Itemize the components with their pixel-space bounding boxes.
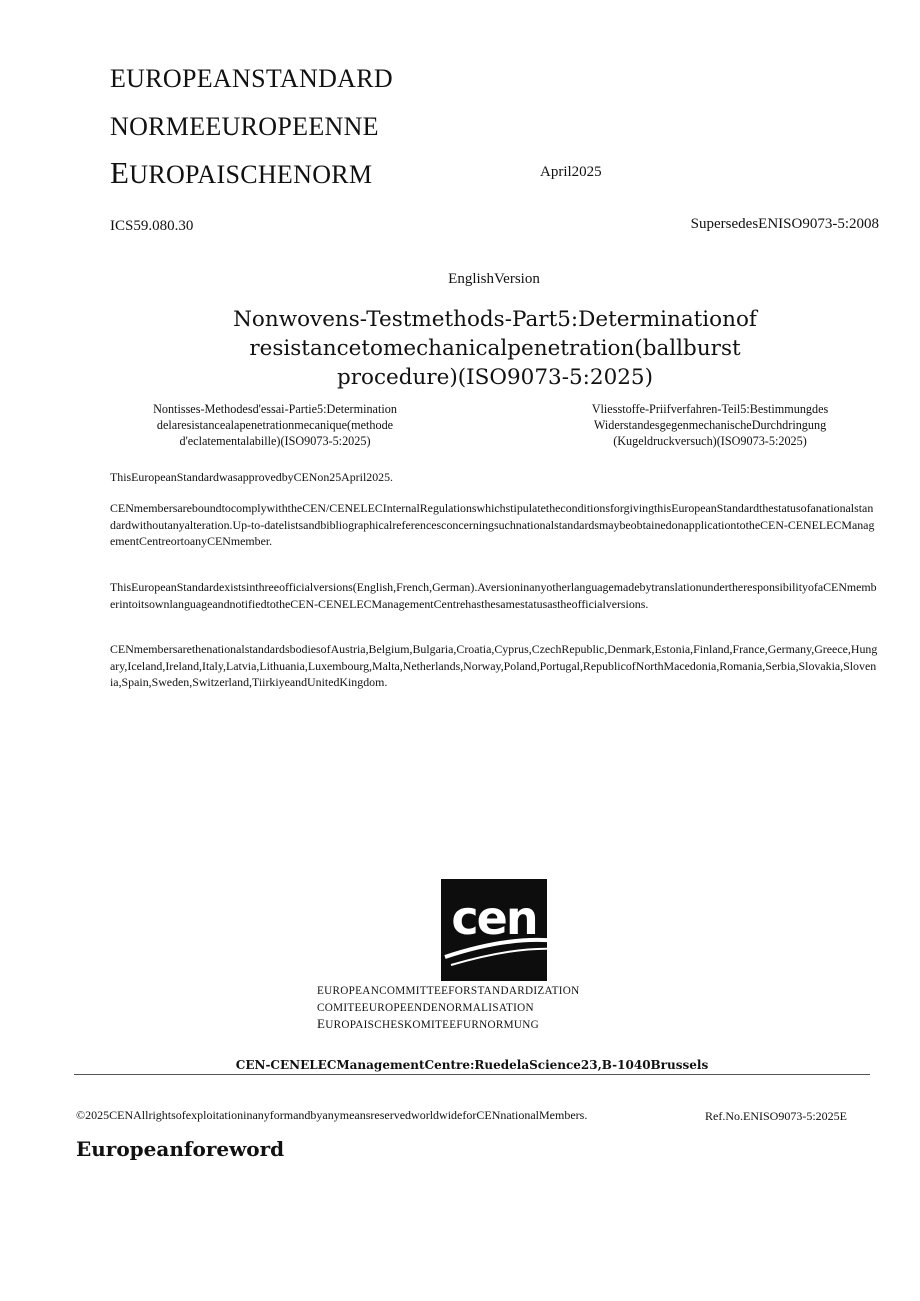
foreword-heading: Europeanforeword	[76, 1137, 285, 1161]
management-centre-address: CEN-CENELECManagementCentre:RuedelaScience23,B-1040Brussels	[235, 1058, 709, 1072]
title-line: Nonwovens-Testmethods-Part5:Determinationof	[233, 307, 757, 332]
title-line: resistancetomechanicalpenetration(ballburst	[249, 336, 741, 361]
cen-logo-graphic	[441, 879, 563, 981]
org-names	[317, 983, 580, 1034]
german-title-line: Vliesstoffe-Priifverfahren-Teil5:Bestimmungdes	[591, 402, 829, 416]
french-title-line: d'eclatementalabille)(ISO9073-5:2025)	[179, 434, 371, 448]
divider	[74, 1074, 870, 1075]
supersedes-note: SupersedesENISO9073-5:2008	[690, 216, 879, 232]
header-norme-europeenne: NORMEEUROPEENNE	[110, 112, 379, 141]
german-title-line: (Kugeldruckversuch)(ISO9073-5:2025)	[613, 434, 807, 448]
header-initial: E	[110, 155, 130, 190]
header-european-standard: EUROPEANSTANDARD	[110, 64, 393, 93]
french-title-line: Nontisses-Methodesd'essai-Partie5:Determination	[153, 402, 397, 416]
ics-code: ICS59.080.30	[110, 218, 194, 234]
version-label: EnglishVersion	[448, 271, 540, 287]
org-german-rest: UROPAISCHESKOMITEEFURNORMUNG	[325, 1019, 539, 1031]
org-french: COMITEEUROPEENDENORMALISATION	[317, 1001, 534, 1014]
approval-paragraph: ThisEuropeanStandardwasapprovedbyCENon25April2025.	[110, 470, 394, 484]
org-german-initial: E	[317, 1016, 326, 1031]
reference-number: Ref.No.ENISO9073-5:2025E	[705, 1109, 847, 1123]
german-title	[530, 401, 890, 449]
french-title	[100, 401, 450, 449]
header-rest: UROPAISCHENORM	[129, 160, 373, 189]
copyright-notice: ©2025CENAllrightsofexploitationinanyformandbyanymeansreservedworldwideforCENnationalMembers.	[76, 1108, 588, 1122]
publication-date: April2025	[540, 164, 602, 180]
org-german	[317, 1016, 580, 1034]
german-title-line: WiderstandesgegenmechanischeDurchdringung	[593, 418, 827, 432]
french-title-line: delaresistancealapenetrationmecanique(methode	[156, 418, 394, 432]
compliance-paragraph: CENmembersareboundtocomplywiththeCEN/CENELECInternalRegulationswhichstipulatetheconditionsforgivingthisEuropeanStandardthestatusofanationalstandardwithoutanyalteration.Up-to-datelistsandbibliographicalreferencesconcerningsuchnationalstandardsmaybeobtainedonapplicationtotheCEN-CENELECManagementCentreortoanyCENmember.	[110, 501, 875, 548]
members-paragraph: CENmembersarethenationalstandardsbodiesofAustria,Belgium,Bulgaria,Croatia,Cyprus,CzechRepublic,Denmark,Estonia,Finland,France,Germany,Greece,Hungary,Iceland,Ireland,Italy,Latvia,Lithuania,Luxembourg,Malta,Netherlands,Norway,Poland,Portugal,RepublicofNorthMacedonia,Romania,Serbia,Slovakia,Slovenia,Spain,Sweden,Switzerland,TiirkiyeandUnitedKingdom.	[110, 642, 878, 689]
header-europaische-norm	[110, 155, 372, 191]
document-title	[150, 305, 840, 392]
org-english: EUROPEANCOMMITTEEFORSTANDARDIZATION	[317, 985, 580, 997]
cen-logo-text: cen	[451, 891, 537, 945]
versions-paragraph: ThisEuropeanStandardexistsinthreeofficialversions(English,French,German).AversioninanyotherlanguagemadebytranslationundertheresponsibilityofaCENmemberintoitsownlanguageandnotifiedtotheCEN-CENELECManagementCentrehasthesamestatusastheofficialversions.	[110, 580, 877, 611]
title-line: procedure)(ISO9073-5:2025)	[337, 365, 653, 390]
cen-logo	[441, 879, 547, 981]
